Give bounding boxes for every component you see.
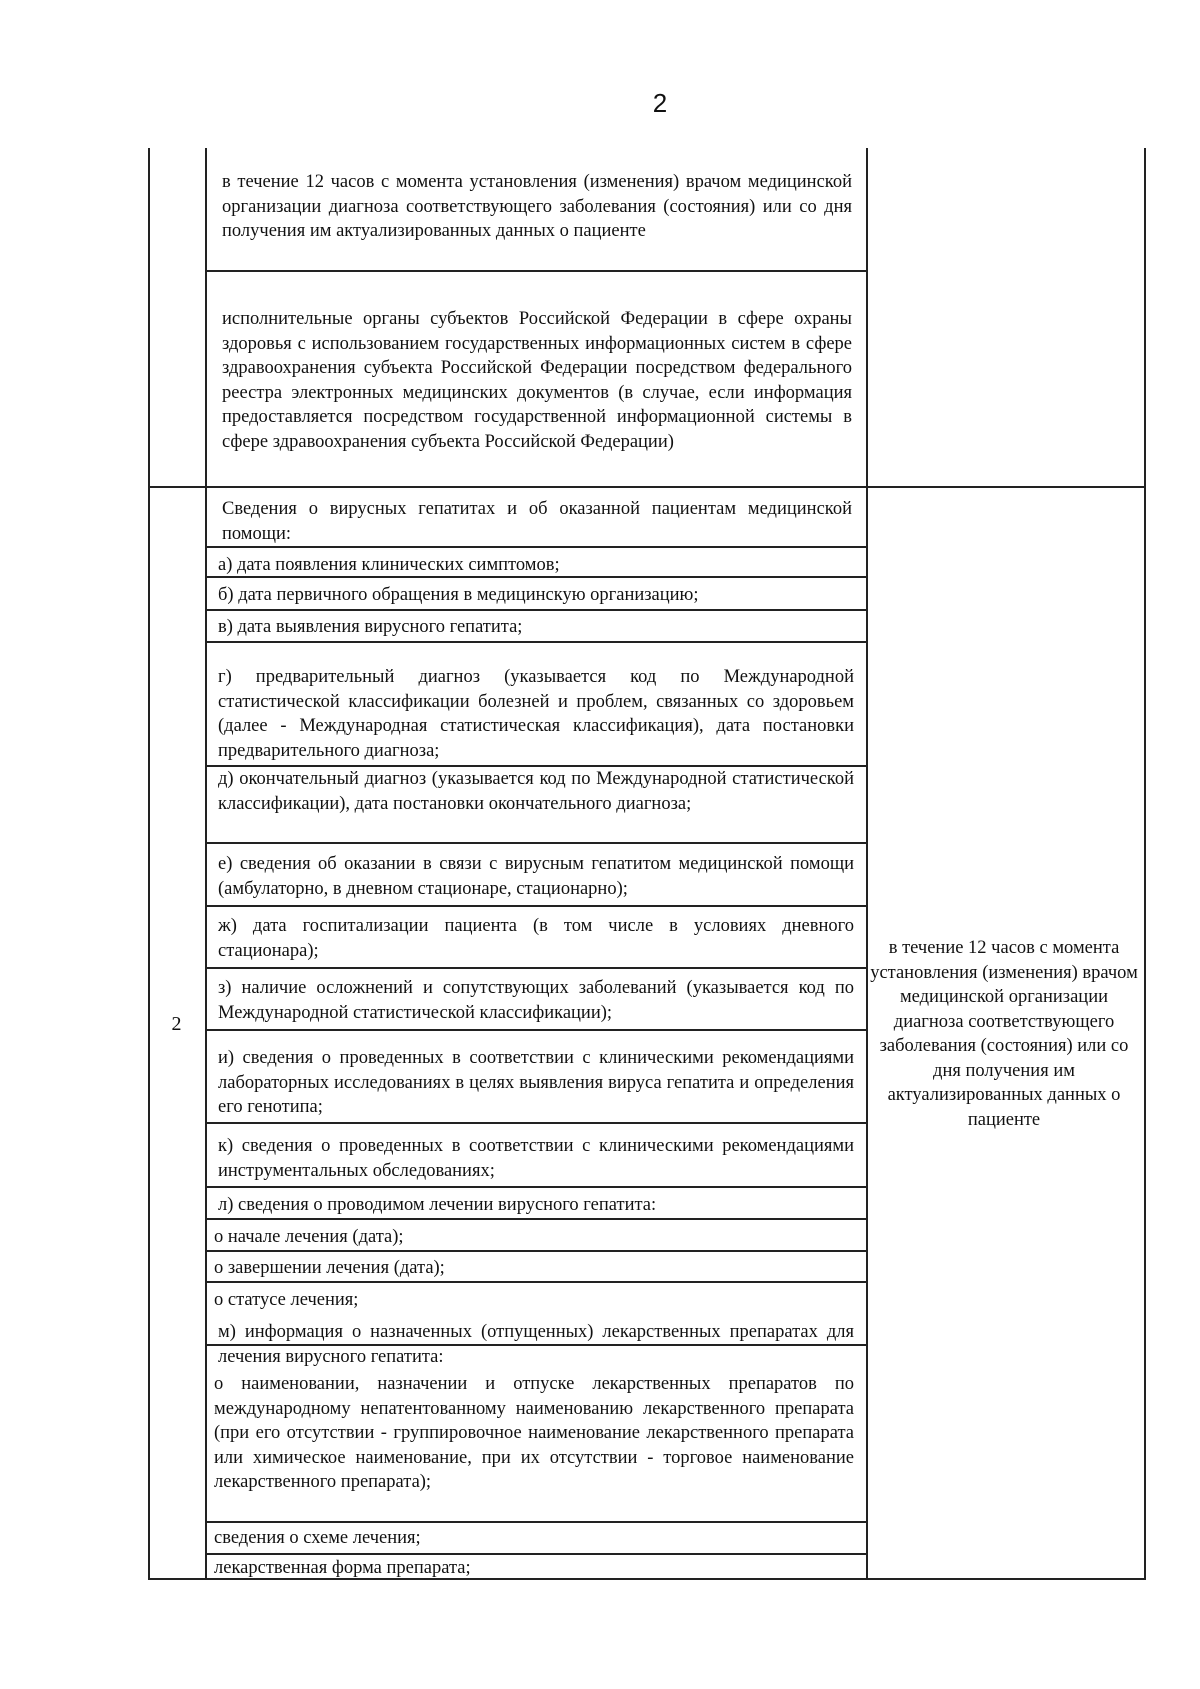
row2-item-d: д) окончательный диагноз (указывается код по Международной статистической классификации), дата постановки окончательного диагноза; bbox=[218, 769, 854, 814]
row2-item-z: з) наличие осложнений и сопутствующих заболеваний (указывается код по Международной статистической классификации); bbox=[218, 978, 854, 1023]
row2-item-g: г) предварительный диагноз (указывается код по Международной статистической классификации болезней и проблем, связанных со здоровьем (далее - Международная статистическая классификация), дата постановки предварительного диагноза; bbox=[218, 667, 854, 761]
row2-item-k: к) сведения о проведенных в соответствии с клиническими рекомендациями инструментальных обследованиях; bbox=[218, 1136, 854, 1181]
row2-header: Сведения о вирусных гепатитах и об оказанной пациентам медицинской помощи: bbox=[222, 499, 852, 544]
row2-deadline: в течение 12 часов с момента установления (изменения) врачом медицинской организации диагноза соответствующего заболевания (состояния) или со дня получения им актуализированных данных о пациенте bbox=[870, 938, 1138, 1130]
table-border-left bbox=[148, 148, 150, 1578]
page-number: 2 bbox=[652, 88, 668, 118]
cell-divider bbox=[207, 546, 866, 548]
table-border-number-column bbox=[205, 148, 207, 1578]
cell-divider bbox=[207, 905, 866, 907]
continued-deadline-cell: в течение 12 часов с момента установления (изменения) врачом медицинской организации диагноза соответствующего заболевания (состояния) или со дня получения им актуализированных данных о пациенте bbox=[222, 172, 852, 241]
row2-item-l-status: о статусе лечения; bbox=[214, 1290, 359, 1310]
cell-divider bbox=[207, 1521, 866, 1523]
row2-item-m-form: лекарственная форма препарата; bbox=[214, 1558, 471, 1578]
row2-item-m: м) информация о назначенных (отпущенных) лекарственных препаратах для лечения вирусного гепатита: bbox=[218, 1322, 854, 1367]
row2-item-l: л) сведения о проводимом лечении вирусного гепатита: bbox=[218, 1195, 657, 1215]
cell-divider bbox=[207, 270, 866, 272]
row2-item-i: и) сведения о проведенных в соответствии с клиническими рекомендациями лабораторных исследованиях в целях выявления вируса гепатита и определения его генотипа; bbox=[218, 1048, 854, 1117]
cell-divider bbox=[207, 1218, 866, 1220]
row-divider bbox=[148, 486, 1146, 488]
continued-executor-cell: исполнительные органы субъектов Российской Федерации в сфере охраны здоровья с использованием государственных информационных систем в сфере здравоохранения субъекта Российской Федерации посредством федерального реестра электронных медицинских документов (в случае, если информация предоставляется посредством государственной информационной системы в сфере здравоохранения субъекта Российской Федерации) bbox=[222, 309, 852, 452]
cell-divider bbox=[207, 842, 866, 844]
cell-divider bbox=[207, 1250, 866, 1252]
cell-divider bbox=[207, 609, 866, 611]
row2-item-zh: ж) дата госпитализации пациента (в том числе в условиях дневного стационара); bbox=[218, 916, 854, 961]
cell-divider bbox=[207, 1122, 866, 1124]
cell-divider bbox=[207, 1186, 866, 1188]
cell-divider bbox=[207, 967, 866, 969]
row2-item-b: б) дата первичного обращения в медицинскую организацию; bbox=[218, 585, 699, 605]
row2-item-l-end: о завершении лечения (дата); bbox=[214, 1258, 445, 1278]
cell-divider bbox=[207, 641, 866, 643]
cell-divider bbox=[207, 1281, 866, 1283]
row2-item-l-start: о начале лечения (дата); bbox=[214, 1227, 404, 1247]
row2-item-e: е) сведения об оказании в связи с вирусным гепатитом медицинской помощи (амбулаторно, в дневном стационаре, стационарно); bbox=[218, 854, 854, 899]
cell-divider bbox=[207, 1029, 866, 1031]
table-border-right bbox=[1144, 148, 1146, 1578]
row2-item-m-scheme: сведения о схеме лечения; bbox=[214, 1528, 421, 1548]
row2-item-v: в) дата выявления вирусного гепатита; bbox=[218, 617, 523, 637]
row2-item-a: а) дата появления клинических симптомов; bbox=[218, 555, 560, 575]
table-border-content-right bbox=[866, 148, 868, 1578]
cell-divider bbox=[207, 1553, 866, 1555]
row2-item-m-name: о наименовании, назначении и отпуске лекарственных препаратов по международному непатентованному наименованию лекарственного препарата (при его отсутствии - группировочное наименование лекарственного препарата или химическое наименование, при их отсутствии - торговое наименование лекарственного препарата); bbox=[214, 1374, 854, 1492]
row-number: 2 bbox=[171, 1013, 182, 1035]
